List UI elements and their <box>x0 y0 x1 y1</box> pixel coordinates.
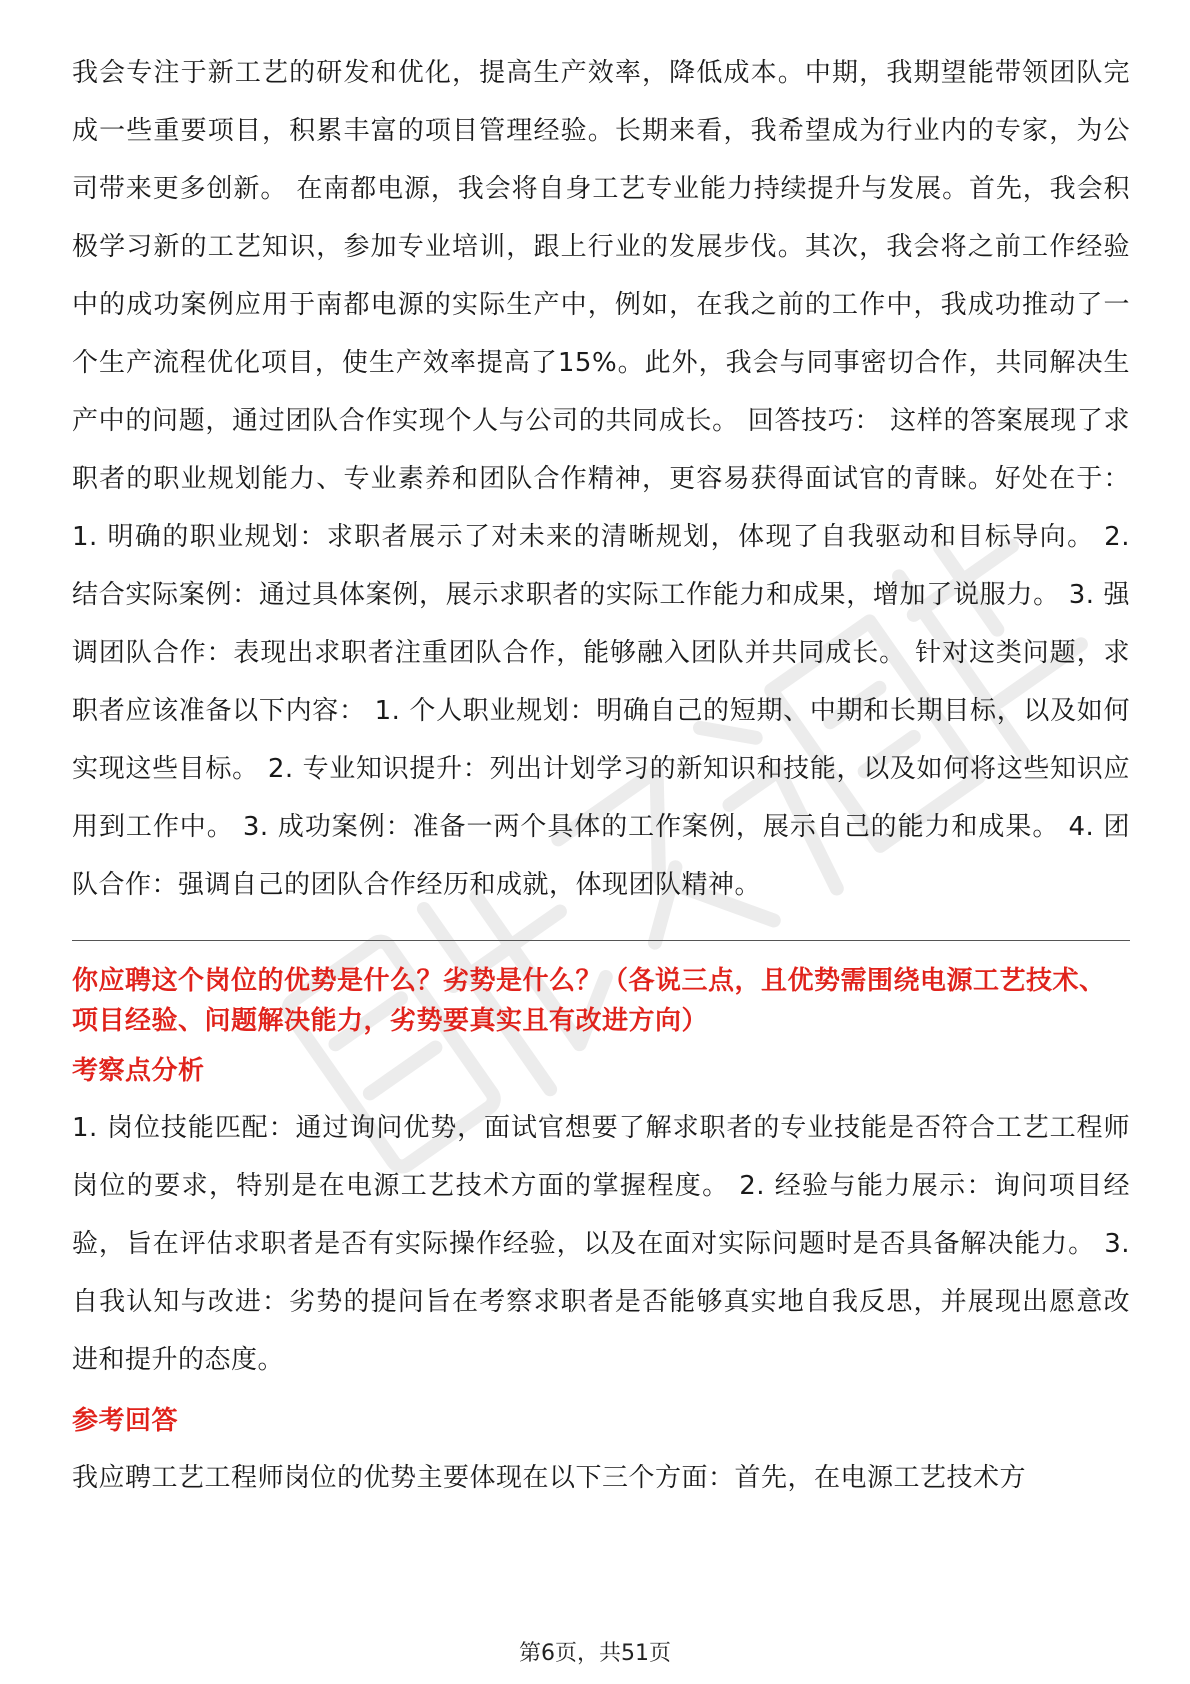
reference-answer-heading: 参考回答 <box>72 1406 179 1436</box>
reference-answer-text: 我应聘工艺工程师岗位的优势主要体现在以下三个方面：首先，在电源工艺技术方 <box>72 1463 1027 1493</box>
analysis-text: 1. 岗位技能匹配：通过询问优势，面试官想要了解求职者的专业技能是否符合工艺工程师岗位的要求，特别是在电源工艺技术方面的掌握程度。 2. 经验与能力展示：询问项目经验，旨在评估求职者是否有实际操作经验，以及在面对实际问题时是否具备解决能力。 3. 自我认知与改进：劣势的提问旨在考察求职者是否能够真实地自我反思，并展现出愿意改进和提升的态度。 <box>72 1113 1130 1375</box>
section-gap <box>72 1389 1130 1401</box>
page-content <box>72 44 1130 1507</box>
section-divider <box>72 940 1130 941</box>
interview-question: 你应聘这个岗位的优势是什么？劣势是什么？（各说三点，且优势需围绕电源工艺技术、项目经验、问题解决能力，劣势要真实且有改进方向） <box>72 966 1106 1036</box>
analysis-heading: 考察点分析 <box>72 1056 205 1086</box>
page-number: 第6页，共51页 <box>519 1641 671 1666</box>
body-paragraph: 我会专注于新工艺的研发和优化，提高生产效率，降低成本。中期，我期望能带领团队完成一些重要项目，积累丰富的项目管理经验。长期来看，我希望成为行业内的专家，为公司带来更多创新。 在南都电源，我会将自身工艺专业能力持续提升与发展。首先，我会积极学习新的工艺知识，参加专业培训，跟上行业的发展步伐。其次，我会将之前工作经验中的成功案例应用于南都电源的实际生产中，例如，在我之前的工作中，我成功推动了一个生产流程优化项目，使生产效率提高了15%。此外，我会与同事密切合作，共同解决生产中的问题，通过团队合作实现个人与公司的共同成长。 回答技巧： 这样的答案展现了求职者的职业规划能力、专业素养和团队合作精神，更容易获得面试官的青睐。好处在于： 1. 明确的职业规划：求职者展示了对未来的清晰规划，体现了自我驱动和目标导向。 2. 结合实际案例：通过具体案例，展示求职者的实际工作能力和成果，增加了说服力。 3. 强调团队合作：表现出求职者注重团队合作，能够融入团队并共同成长。 针对这类问题，求职者应该准备以下内容： 1. 个人职业规划：明确自己的短期、中期和长期目标，以及如何实现这些目标。 2. 专业知识提升：列出计划学习的新知识和技能，以及如何将这些知识应用到工作中。 3. 成功案例：准备一两个具体的工作案例，展示自己的能力和成果。 4. 团队合作：强调自己的团队合作经历和成就，体现团队精神。 <box>72 58 1130 900</box>
